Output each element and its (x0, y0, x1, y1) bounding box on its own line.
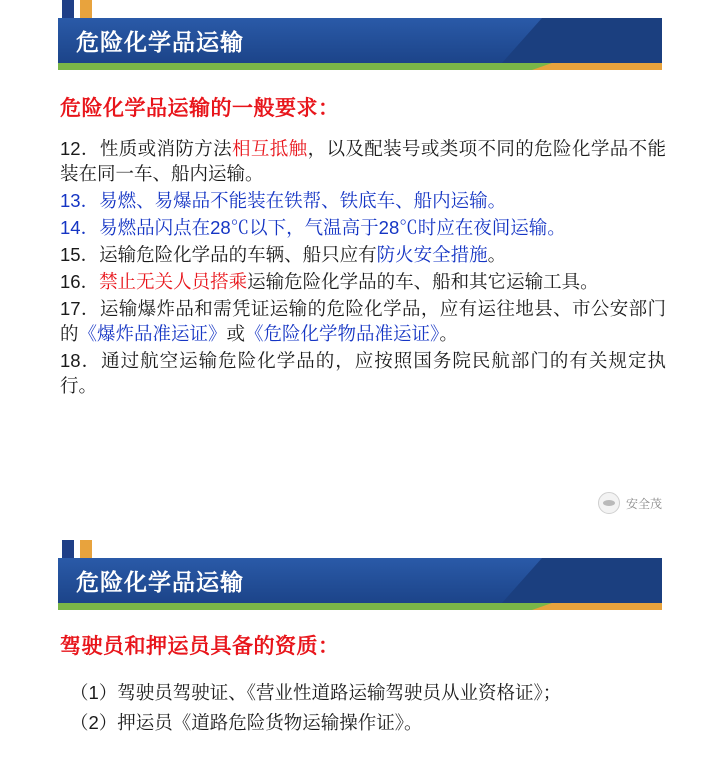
watermark-label: 安全茂 (625, 496, 662, 511)
title-bar-corner-shape (502, 18, 662, 63)
run-highlight-blue: 《爆炸品准运证》 (78, 323, 227, 344)
tick-mark-orange (80, 540, 92, 558)
run-highlight-blue: 防火安全措施 (376, 244, 488, 265)
slide-2-title-bar (58, 558, 662, 603)
run-highlight-red: 相互抵触 (232, 138, 308, 159)
run-text: 运输危险化学品的车、船和其它运输工具。 (247, 271, 599, 292)
paragraph-item-13 (60, 188, 666, 213)
watermark (598, 492, 662, 514)
paragraph-item-16 (60, 269, 666, 294)
paragraph-item-12 (60, 136, 666, 186)
slide-2 (0, 540, 720, 779)
slide-2-section-heading: 驾驶员和押运员具备的资质： (60, 635, 340, 658)
tick-mark-blue (62, 540, 74, 558)
slide-1-title-bar (58, 18, 662, 63)
slide-2-content (60, 610, 666, 738)
decorative-tick-row (62, 540, 662, 558)
run-text: 12．性质或消防方法 (60, 138, 233, 159)
run-text: 14．易燃品闪点在28℃以下，气温高于28℃时应在夜间运输。 (60, 217, 566, 238)
slide-1-accent-bar (58, 63, 662, 70)
watermark-logo-icon (598, 492, 620, 514)
tick-mark-blue (62, 0, 74, 18)
list-item: （1）驾驶员驾驶证、《营业性道路运输驾驶员从业资格证》； (70, 682, 562, 703)
accent-bar-corner-shape (532, 603, 662, 610)
run-text: ，以及配装号或类项不同的危险化学品不能装在同一车、船内运输。 (60, 138, 666, 184)
run-text: 或 (226, 323, 246, 344)
run-text: 。 (487, 244, 507, 265)
slide-1-content (60, 70, 666, 398)
slide-2-accent-bar (58, 603, 662, 610)
run-text: 13．易燃、易爆品不能装在铁帮、铁底车、船内运输。 (60, 190, 507, 211)
run-text: 18．通过航空运输危险化学品的，应按照国务院民航部门的有关规定执行。 (60, 350, 666, 396)
slide-1-header (58, 0, 662, 70)
slide-2-header (58, 540, 662, 610)
accent-bar-corner-shape (532, 63, 662, 70)
run-text: 。 (439, 323, 458, 344)
run-text: 17．运输爆炸品和需凭证运输的危险化学品，应有运往地县、市公安部门的 (60, 298, 666, 344)
slide-1-title: 危险化学品运输 (76, 29, 244, 55)
paragraph-item-17 (60, 296, 666, 346)
run-highlight-red: 禁止无关人员搭乘 (99, 271, 248, 292)
run-highlight-blue: 《危险化学物品准运证》 (245, 323, 440, 344)
paragraph-item-15 (60, 242, 666, 267)
slide-1-section-heading: 危险化学品运输的一般要求： (60, 97, 340, 120)
paragraph-item-18 (60, 348, 666, 398)
run-text: 15．运输危险化学品的车辆、船只应有 (60, 244, 377, 265)
title-bar-corner-shape (502, 558, 662, 603)
decorative-tick-row (62, 0, 662, 18)
run-text: 16． (60, 271, 100, 292)
slide-2-title: 危险化学品运输 (76, 569, 244, 595)
tick-mark-orange (80, 0, 92, 18)
paragraph-item-14 (60, 215, 666, 240)
list-item: （2）押运员《道路危险货物运输操作证》。 (70, 712, 423, 733)
